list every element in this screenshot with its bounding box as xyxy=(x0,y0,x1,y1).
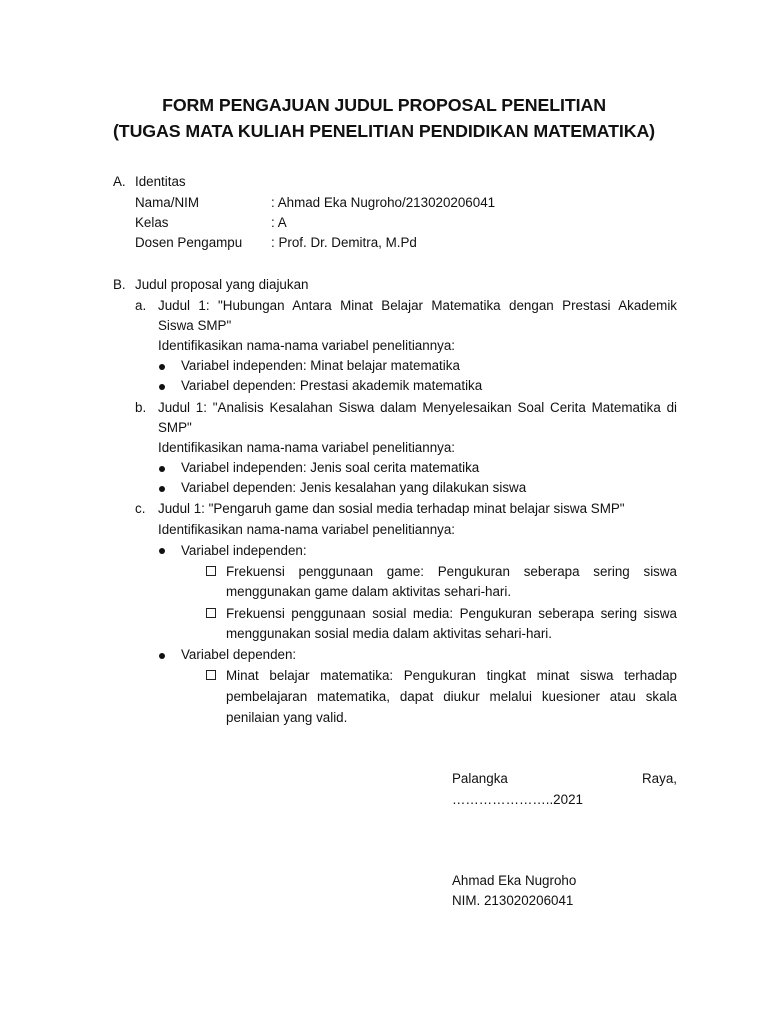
item-c-dependent-heading: Variabel dependen: xyxy=(181,647,297,662)
bullet-dot xyxy=(159,653,165,659)
section-b-heading: Judul proposal yang diajukan xyxy=(135,277,309,292)
section-b-marker: B. xyxy=(113,277,126,292)
item-a-title-line-2: Siswa SMP" xyxy=(158,318,232,333)
section-a-heading: Identitas xyxy=(135,174,186,189)
bullet-dot xyxy=(159,486,165,492)
signature-nim: NIM. 213020206041 xyxy=(452,893,574,908)
bullet-dot xyxy=(159,548,165,554)
item-c-identify: Identifikasikan nama-nama variabel penelitiannya: xyxy=(158,522,456,537)
section-a-marker: A. xyxy=(113,174,126,189)
field-value-nama-nim: : Ahmad Eka Nugroho/213020206041 xyxy=(271,195,496,210)
item-b-variable-dependent: Variabel dependen: Jenis kesalahan yang dilakukan siswa xyxy=(181,480,527,495)
item-a-variable-dependent: Variabel dependen: Prestasi akademik matematika xyxy=(181,378,483,393)
checkbox-icon xyxy=(206,566,216,576)
checkbox-icon xyxy=(206,608,216,618)
item-c-independent-2-text: Frekuensi penggunaan sosial media: Pengukuran seberapa sering siswa xyxy=(226,606,677,621)
item-a-marker: a. xyxy=(135,298,147,313)
bullet-dot xyxy=(159,364,165,370)
item-a-title-text: Judul 1: "Hubungan Antara Minat Belajar Matematika dengan Prestasi Akademik xyxy=(158,298,677,313)
bullet-dot xyxy=(159,384,165,390)
item-c-marker: c. xyxy=(135,501,146,516)
item-b-marker: b. xyxy=(135,400,147,415)
field-value-dosen: : Prof. Dr. Demitra, M.Pd xyxy=(271,235,417,250)
item-b-title-text: Judul 1: "Analisis Kesalahan Siswa dalam Menyelesaikan Soal Cerita Matematika di xyxy=(158,400,677,415)
item-c-independent-1-line-1 xyxy=(226,564,677,580)
signature-name: Ahmad Eka Nugroho xyxy=(452,873,577,888)
item-c-dependent-1-text-1: Minat belajar matematika: Pengukuran tingkat minat siswa terhadap xyxy=(226,668,677,683)
item-b-title-line-1 xyxy=(158,400,677,416)
signature-place-word-2: Raya, xyxy=(642,771,677,786)
item-a-identify: Identifikasikan nama-nama variabel penelitiannya: xyxy=(158,338,456,353)
item-c-independent-2-line-1 xyxy=(226,606,677,622)
item-c-independent-1-line-2: menggunakan game dalam aktivitas sehari-hari. xyxy=(226,584,512,599)
item-c-dependent-1-line-2 xyxy=(226,689,677,705)
item-b-title-line-2: SMP" xyxy=(158,420,192,435)
field-value-kelas: : A xyxy=(271,215,287,230)
item-c-independent-heading: Variabel independen: xyxy=(181,543,307,558)
checkbox-icon xyxy=(206,670,216,680)
item-a-variable-independent: Variabel independen: Minat belajar matematika xyxy=(181,358,460,373)
form-title-line-1: FORM PENGAJUAN JUDUL PROPOSAL PENELITIAN xyxy=(162,95,606,115)
item-c-dependent-1-line-1 xyxy=(226,668,677,684)
signature-place-word-1: Palangka xyxy=(452,771,508,786)
item-c-independent-2-line-2: menggunakan sosial media dalam aktivitas sehari-hari. xyxy=(226,626,553,641)
form-title-line-2: (TUGAS MATA KULIAH PENELITIAN PENDIDIKAN MATEMATIKA) xyxy=(112,121,656,141)
item-b-identify: Identifikasikan nama-nama variabel penelitiannya: xyxy=(158,440,456,455)
item-a-title-line-1 xyxy=(158,298,677,314)
item-c-dependent-1-line-3: penilaian yang valid. xyxy=(226,710,348,725)
field-label-kelas: Kelas xyxy=(135,215,169,230)
signature-date: …………………..2021 xyxy=(452,792,583,807)
field-label-dosen: Dosen Pengampu xyxy=(135,235,243,250)
bullet-dot xyxy=(159,466,165,472)
item-c-independent-1-text: Frekuensi penggunaan game: Pengukuran seberapa sering siswa xyxy=(226,564,677,579)
item-c-dependent-1-text-2: pembelajaran matematika, dapat diukur melalui kuesioner atau skala xyxy=(226,689,677,704)
item-c-title-line-1: Judul 1: "Pengaruh game dan sosial media terhadap minat belajar siswa SMP" xyxy=(158,501,625,516)
item-b-variable-independent: Variabel independen: Jenis soal cerita matematika xyxy=(181,460,480,475)
field-label-nama-nim: Nama/NIM xyxy=(135,195,199,210)
